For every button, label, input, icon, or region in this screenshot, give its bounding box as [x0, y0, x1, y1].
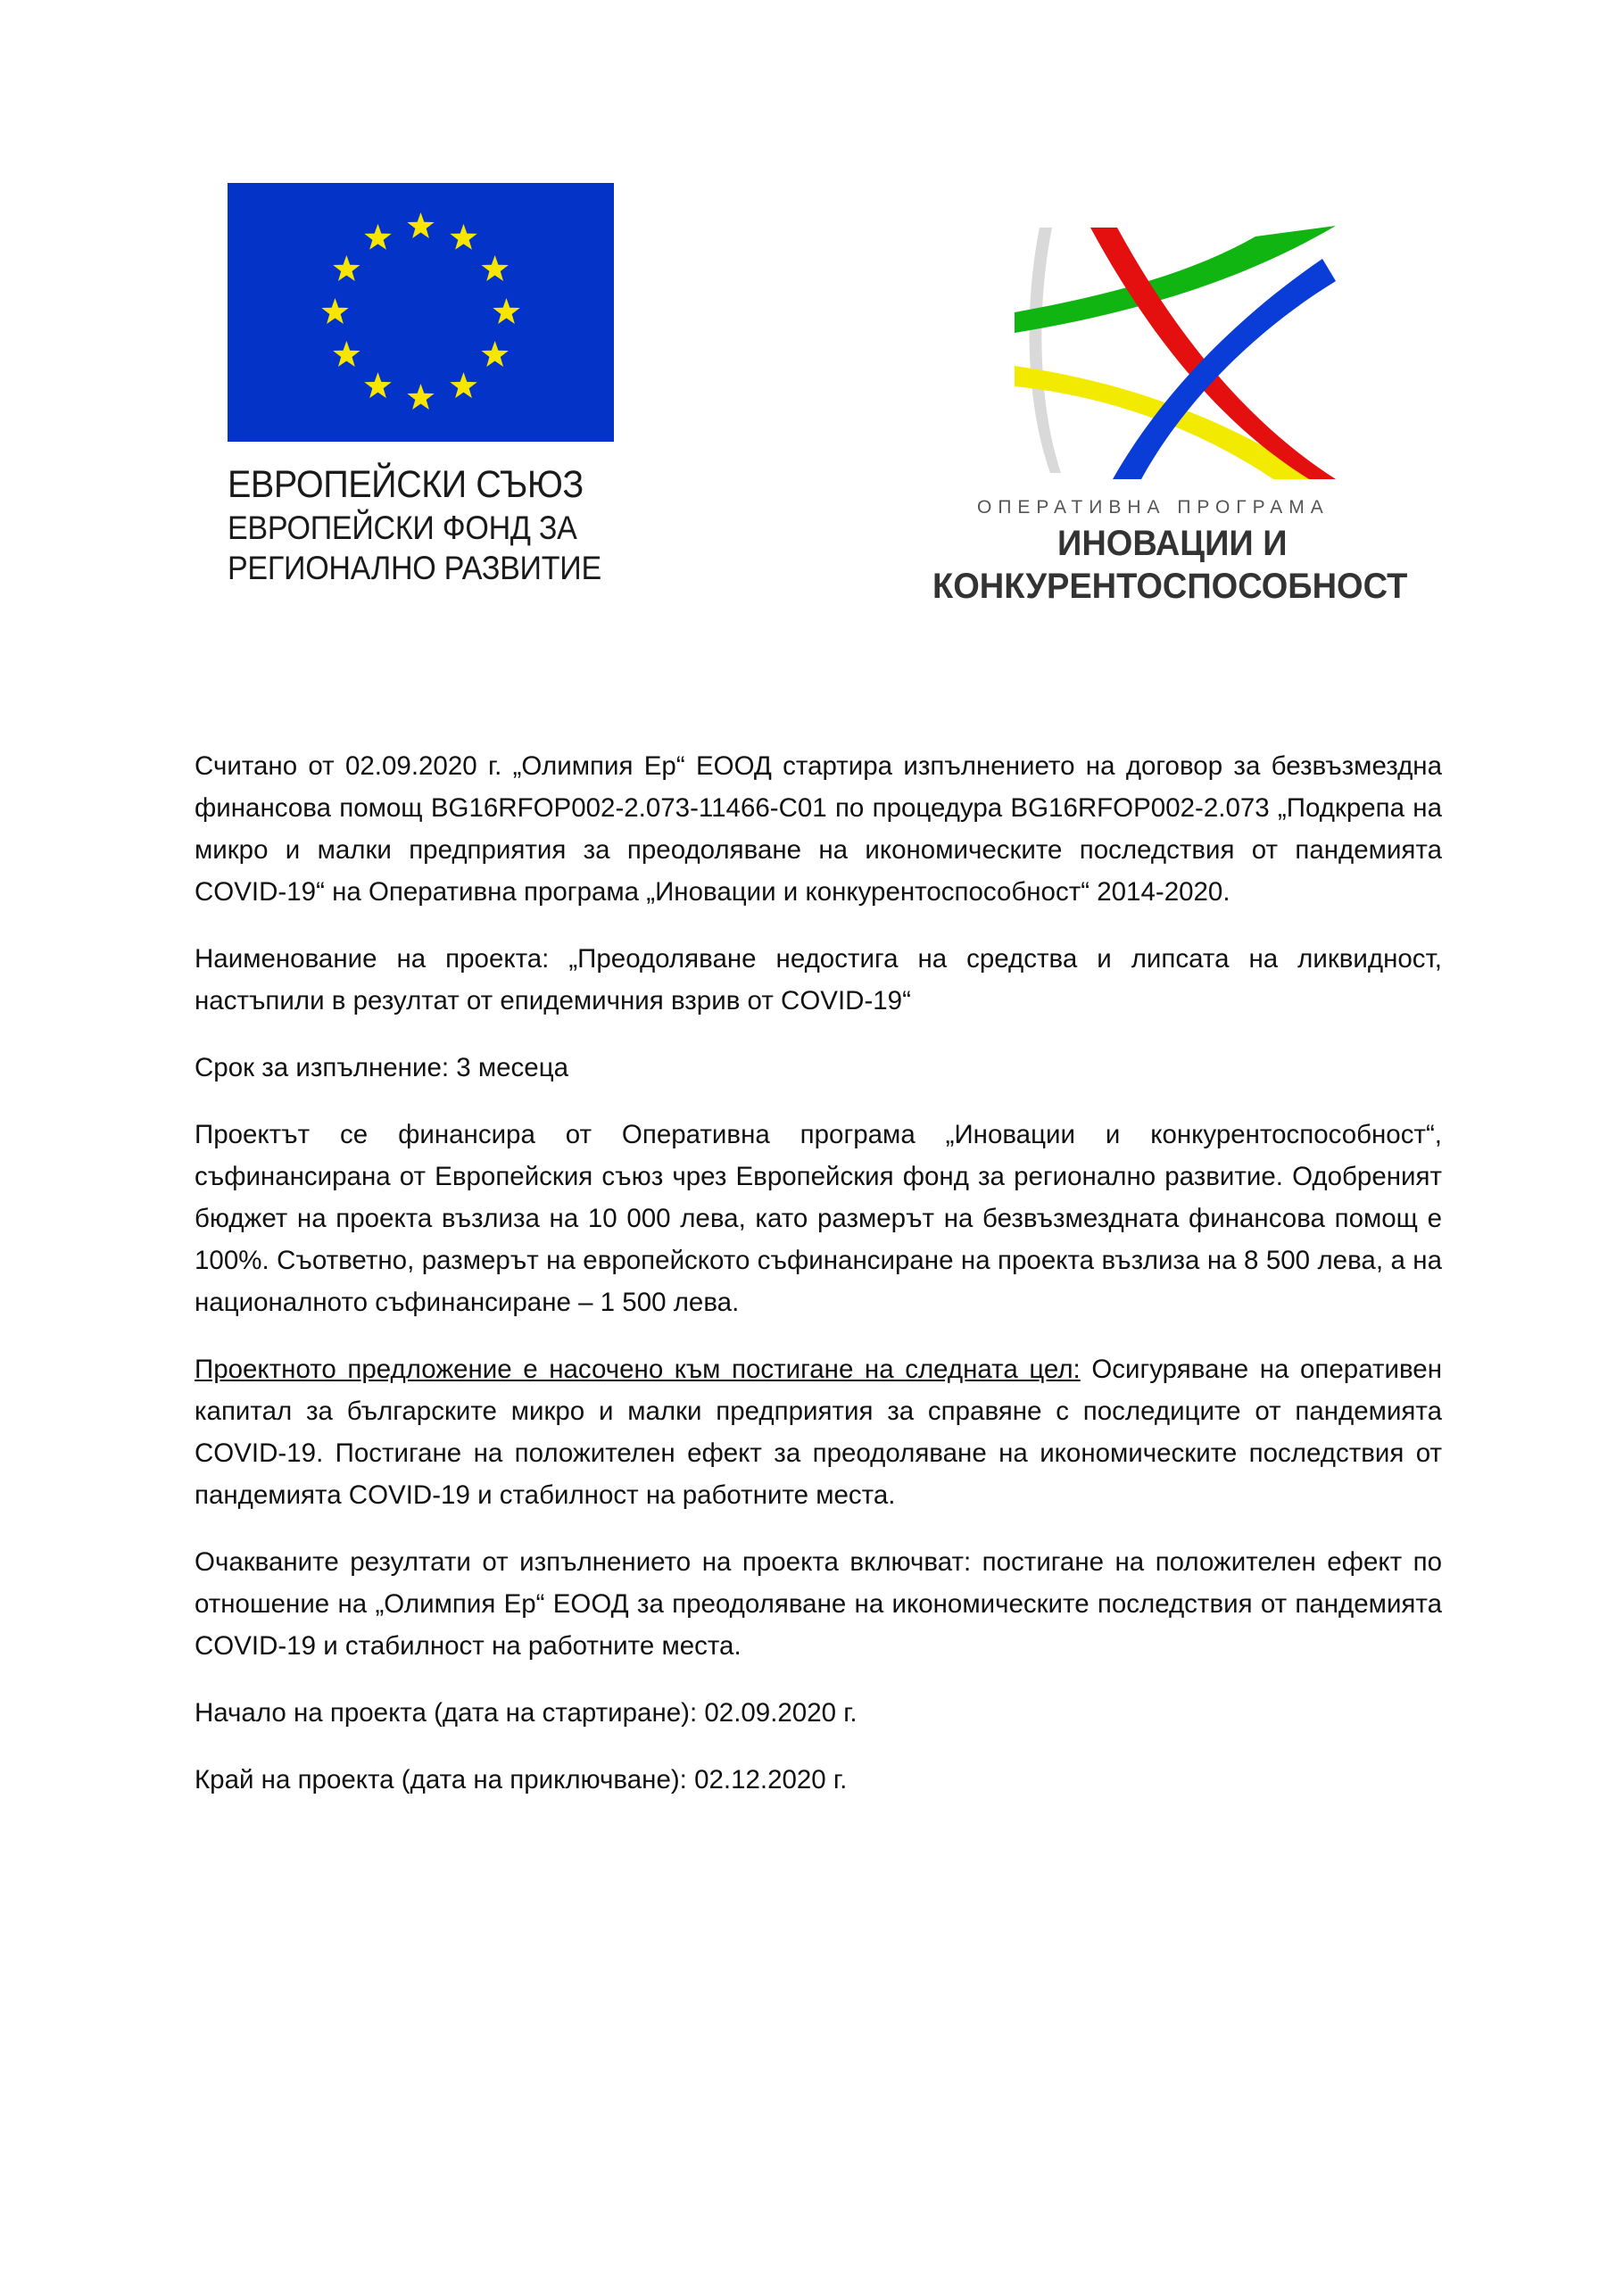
duration-paragraph: Срок за изпълнение: 3 месеца — [195, 1053, 568, 1082]
goal-paragraph — [195, 1348, 1442, 1516]
op-ribbon-green — [1015, 226, 1336, 333]
goal-text: Осигуряване на оперативен капитал за българските микро и малки предприятия за справяне с последиците от пандемията COVID-19. Постигане на положителен ефект за преодоляване на икономическите последствия от пандемията COVID-19 и стабилност на работните места. — [195, 1355, 1442, 1510]
op-ribbon-mark-icon — [1015, 219, 1389, 482]
eu-caption-line3: РЕГИОНАЛНО РАЗВИТИЕ — [228, 550, 601, 586]
eu-caption — [228, 461, 638, 588]
intro-paragraph: Считано от 02.09.2020 г. „Олимпия Ер“ ЕООД стартира изпълнението на договор за безвъзмездна финансова помощ BG16RFOP002-2.073-11466-C01 по процедура BG16RFOP002-2.073 „Подкрепа на микро и малки предприятия за преодоляване на икономическите последствия от пандемията COVID-19“ на Оперативна програма „Иновации и конкурентоспособност“ 2014-2020. — [195, 751, 1442, 907]
document-body — [195, 745, 1442, 1826]
op-title-line1: ИНОВАЦИИ И — [1057, 524, 1288, 563]
goal-label: Проектното предложение е насочено към постигане на следната цел: — [195, 1355, 1081, 1384]
eu-caption-line2: ЕВРОПЕЙСКИ ФОНД ЗА — [228, 510, 577, 546]
start-date-paragraph: Начало на проекта (дата на стартиране): 02.09.2020 г. — [195, 1698, 858, 1728]
eu-logo — [228, 183, 638, 588]
end-date-paragraph: Край на проекта (дата на приключване): 02.12.2020 г. — [195, 1765, 848, 1795]
project-name-paragraph: Наименование на проекта: „Преодоляване недостига на средства и липсата на ликвидност, настъпили в резултат от епидемичния взрив от COVID-19“ — [195, 944, 1442, 1015]
op-title-line2: КОНКУРЕНТОСПОСОБНОСТ — [932, 567, 1408, 606]
op-ribbon-grey — [1030, 228, 1061, 473]
op-program-label: ОПЕРАТИВНА ПРОГРАМА — [977, 497, 1330, 518]
eu-flag-icon — [228, 183, 614, 442]
results-paragraph: Очакваните резултати от изпълнението на проекта включват: постигане на положителен ефект по отношение на „Олимпия Ер“ ЕООД за преодоляване на икономическите последствия от пандемията COVID-19 и стабилност на работните места. — [195, 1547, 1442, 1661]
financing-paragraph: Проектът се финансира от Оперативна програма „Иновации и конкурентоспособност“, съфинансирана от Европейския съюз чрез Европейския фонд за регионално развитие. Одобреният бюджет на проекта възлиза на 10 000 лева, като размерът на безвъзмездната финансова помощ е 100%. Съответно, размерът на европейското съфинансиране на проекта възлиза на 8 500 лева, а на националното съфинансиране – 1 500 лева. — [195, 1120, 1442, 1317]
eu-caption-line1: ЕВРОПЕЙСКИ СЪЮЗ — [228, 463, 584, 506]
